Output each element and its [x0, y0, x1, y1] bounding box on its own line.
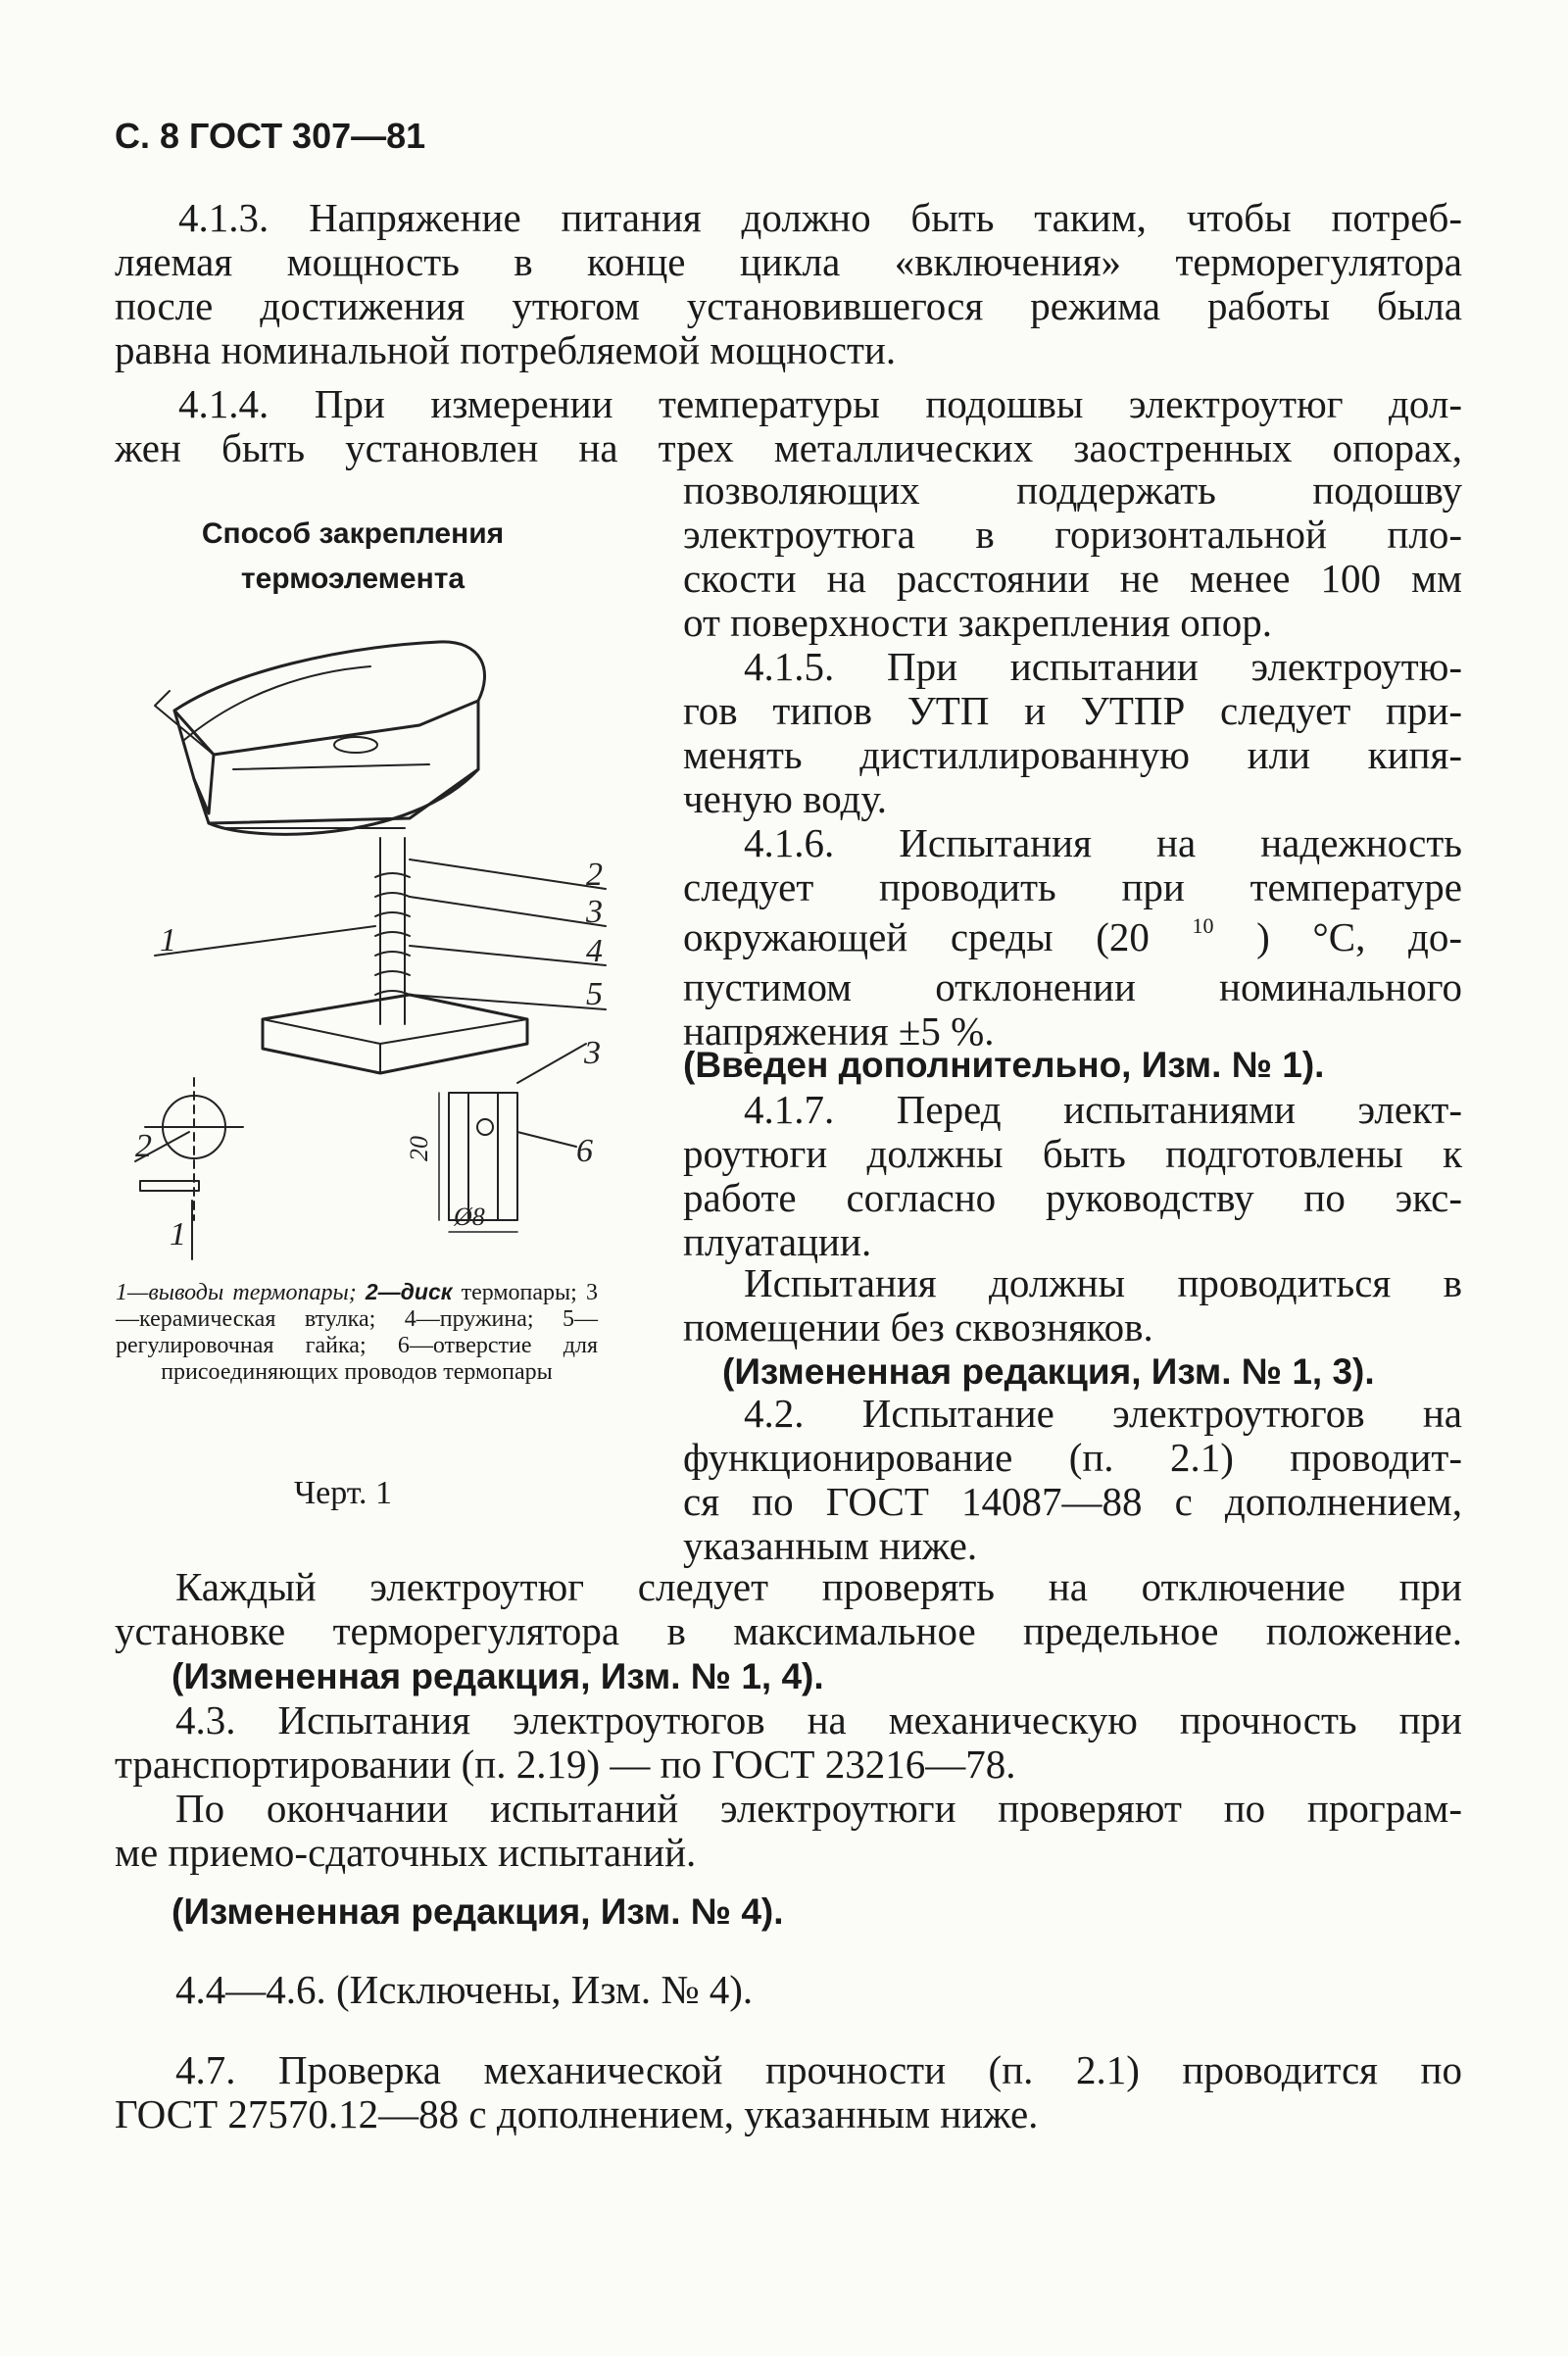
text-line: плуатации. — [683, 1219, 872, 1264]
superscript-tolerance: 10 — [1192, 913, 1214, 938]
text-line: окружающей среды (20 $^{10}$ ) °С, до- — [683, 913, 1463, 959]
figure-title — [191, 512, 514, 602]
paragraph-4-4-4-6 — [175, 1968, 753, 2012]
text-line: ляемая мощность в конце цикла «включения» терморегулятора — [115, 239, 1462, 284]
text-line: 4.1.7. Перед испытаниями элект- — [744, 1087, 1462, 1132]
text-line: после достижения утюгом установившегося режима работы была — [115, 283, 1462, 328]
text-line: 4.1.4. При измерении температуры подошвы электроутюг дол- — [178, 381, 1462, 426]
text-line: 4.1.5. При испытании электроутю- — [744, 644, 1462, 689]
iron-body — [174, 642, 485, 755]
callout-4: 4 — [586, 933, 603, 969]
text-line: установке терморегулятора в максимальное предельное положение. — [115, 1608, 1462, 1653]
base-plate — [263, 995, 527, 1073]
text-line: 4.7. Проверка механической прочности (п. 2.1) проводится по — [175, 2047, 1462, 2092]
paragraph-4-3-b — [115, 1787, 1462, 1875]
text-line: пустимом отклонении номинального — [683, 964, 1462, 1009]
text-line: функционирование (п. 2.1) проводит- — [683, 1435, 1462, 1480]
callout-1-top: 1 — [160, 922, 176, 958]
callout-5: 5 — [586, 976, 603, 1012]
text-line: ме приемо-сдаточных испытаний. — [115, 1830, 697, 1875]
callout-3-lower: 3 — [584, 1035, 601, 1071]
text-line: транспортировании (п. 2.19) — по ГОСТ 23216—78. — [115, 1742, 1016, 1787]
text-line: помещении без сквозняков. — [683, 1304, 1153, 1350]
text-line: указанным ниже. — [683, 1523, 978, 1568]
amendment-note-1: (Введен дополнительно, Изм. № 1). — [683, 1045, 1325, 1085]
paragraph-4-7 — [115, 2048, 1462, 2136]
text-line: 4.3. Испытания электроутюгов на механическую прочность при — [175, 1697, 1462, 1742]
text-line: 4.1.3. Напряжение питания должно быть таким, чтобы потреб- — [178, 195, 1462, 240]
amendment-note-4: (Измененная редакция, Изм. № 4). — [172, 1891, 784, 1932]
text-line: равна номинальной потребляемой мощности. — [115, 327, 897, 372]
paragraph-4-1-4-continued — [683, 468, 1462, 645]
text-line: ГОСТ 27570.12—88 с дополнением, указанным ниже. — [115, 2091, 1039, 2136]
text-line: электроутюга в горизонтальной пло- — [683, 512, 1462, 557]
text-line: работе согласно руководству по экс- — [683, 1175, 1462, 1220]
legend-item-2: 2—диск — [365, 1279, 453, 1304]
text-line: 4.1.6. Испытания на надежность — [744, 820, 1462, 865]
figure-legend — [116, 1279, 598, 1386]
legend-item-1: 1—выводы термопары; — [116, 1280, 357, 1305]
text-line: гов типов УТП и УТПР следует при- — [683, 688, 1462, 733]
paragraph-4-1-6 — [683, 821, 1462, 1054]
text-line: ся по ГОСТ 14087—88 с дополнением, — [683, 1479, 1462, 1524]
paragraph-4-1-3 — [115, 196, 1462, 372]
paragraph-4-2 — [683, 1392, 1462, 1568]
amendment-note-1-3: (Измененная редакция, Изм. № 1, 3). — [722, 1351, 1375, 1392]
text-line: скости на расстоянии не менее 100 мм — [683, 556, 1462, 601]
paragraph-4-1-4 — [115, 382, 1462, 470]
paragraph-4-1-5 — [683, 645, 1462, 821]
legend-rest: термопары; 3—керамическая втулка; 4—пружина; 5—регулировочная гайка; 6—отверстие для присоединяющих проводов термопары — [116, 1280, 598, 1385]
text-line: ченую воду. — [683, 776, 888, 821]
page-header: С. 8 ГОСТ 307—81 — [115, 116, 426, 156]
text-line: напряжения ±5 %. — [683, 1008, 995, 1054]
text-line: позволяющих поддержать подошву — [683, 467, 1462, 513]
iron-thermocouple-figure — [116, 632, 625, 1269]
paragraph-4-1-7 — [683, 1088, 1462, 1264]
paragraph-4-2-full — [115, 1565, 1462, 1653]
text-line: роутюги должны быть подготовлены к — [683, 1131, 1462, 1176]
paragraph-4-3 — [115, 1698, 1462, 1787]
callout-6: 6 — [576, 1133, 593, 1169]
figure-title-line: термоэлемента — [240, 563, 466, 595]
text-line: жен быть установлен на трех металлических заостренных опорах, — [115, 425, 1462, 470]
text-line: Испытания должны проводиться в — [744, 1260, 1462, 1305]
text-line: 4.2. Испытание электроутюгов на — [744, 1391, 1462, 1436]
callout-2-lower: 2 — [135, 1128, 152, 1164]
text-line: менять дистиллированную или кипя- — [683, 732, 1462, 777]
dimension-20: 20 — [405, 1136, 433, 1161]
figure-title-line: Способ закрепления — [201, 517, 505, 550]
amendment-note-1-4: (Измененная редакция, Изм. № 1, 4). — [172, 1656, 824, 1696]
dimension-8: Ø8 — [454, 1203, 485, 1231]
text-line: По окончании испытаний электроутюги проверяют по програм- — [175, 1786, 1462, 1831]
figure-caption: Черт. 1 — [294, 1475, 393, 1511]
callout-2: 2 — [586, 857, 603, 893]
callout-3: 3 — [586, 894, 603, 930]
text-line: от поверхности закрепления опор. — [683, 600, 1272, 645]
text-line: Каждый электроутюг следует проверять на отключение при — [175, 1564, 1462, 1609]
paragraph-4-1-7-b — [683, 1261, 1462, 1350]
text-line: следует проводить при температуре — [683, 864, 1462, 909]
callout-1: 1 — [170, 1216, 186, 1252]
excluded-clauses: 4.4—4.6. (Исключены, Изм. № 4). — [175, 1967, 754, 2012]
